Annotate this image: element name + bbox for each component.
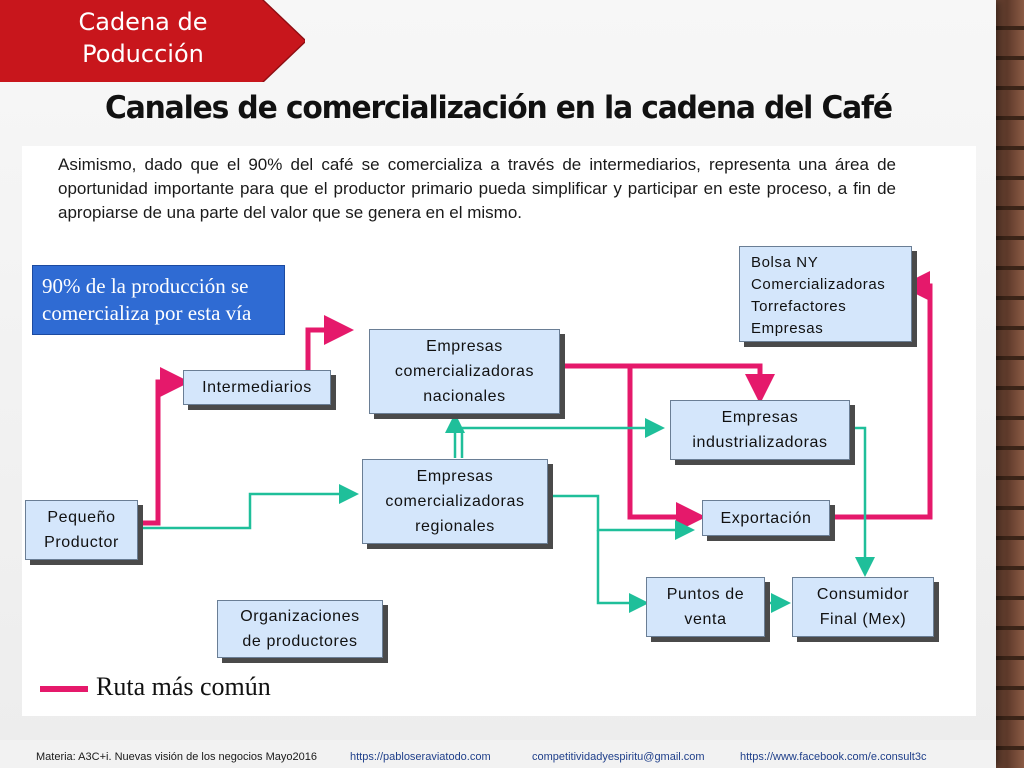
node-empresas-regionales-label: Empresas comercializadoras regionales: [385, 468, 525, 535]
node-puntos-de-venta: [646, 577, 765, 637]
node-pequeno-productor-label: Pequeño Productor: [44, 509, 119, 551]
node-organizaciones-productores-label: Organizaciones de productores: [240, 608, 360, 650]
node-empresas-regionales: [362, 459, 548, 544]
node-empresas-industrializadoras-label: Empresas industrializadoras: [692, 409, 828, 451]
section-tag-line2: Poducción: [82, 40, 204, 68]
node-intermediarios-label: Intermediarios: [202, 379, 312, 396]
arrow-nacionales-to-industrializadoras: [560, 366, 760, 390]
node-puntos-de-venta-label: Puntos de venta: [666, 586, 745, 628]
node-organizaciones-productores: [217, 600, 383, 658]
node-consumidor-final-label: Consumidor Final (Mex): [816, 586, 910, 628]
node-consumidor-final: [792, 577, 934, 637]
slide-title: Canales de comercialización en la cadena del Café: [105, 90, 892, 126]
node-bolsa-ny-label: Bolsa NY Comercializadoras Torrefactores Empresas: [751, 254, 886, 337]
footer-link-facebook[interactable]: https://www.facebook.com/e.consult3c: [740, 751, 927, 763]
node-empresas-nacionales: [369, 329, 560, 414]
arrow-regionales-to-puntos-venta: [598, 530, 644, 603]
arrow-intermediarios-to-nacionales: [308, 330, 340, 372]
node-bolsa-ny: [739, 246, 912, 342]
node-empresas-nacionales-label: Empresas comercializadoras nacionales: [394, 338, 535, 405]
arrow-industrializadoras-to-consumidor: [850, 428, 865, 572]
section-tag-line1: Cadena de: [78, 8, 208, 36]
node-empresas-industrializadoras: [670, 400, 850, 460]
arrow-productor-to-intermediarios: [140, 382, 176, 523]
node-exportacion: [702, 500, 830, 536]
callout-box: 90% de la producción se comercializa por esta vía: [32, 265, 285, 335]
node-intermediarios: [183, 370, 331, 405]
arrow-regionales-to-exportacion: [548, 496, 690, 530]
intro-paragraph: Asimismo, dado que el 90% del café se comercializa a través de intermediarios, representa una área de oportunidad importante para que el productor primario pueda simplificar y participar en este proceso, a fin de apropiarse de una parte del valor que se genera en el mismo.: [58, 155, 896, 222]
arrow-productor-to-regionales: [140, 494, 354, 528]
footer-link-email[interactable]: competitividadyespiritu@gmail.com: [532, 751, 705, 763]
footer-link-website[interactable]: https://pabloseraviatodo.com: [350, 751, 491, 763]
footer-materia: Materia: A3C+i. Nuevas visión de los negocios Mayo2016: [36, 751, 317, 763]
node-exportacion-label: Exportación: [720, 509, 812, 527]
legend-common-route-swatch: [40, 686, 88, 692]
legend-common-route-label: Ruta más común: [96, 672, 271, 701]
footer: [0, 745, 996, 768]
node-pequeno-productor: [25, 500, 138, 560]
